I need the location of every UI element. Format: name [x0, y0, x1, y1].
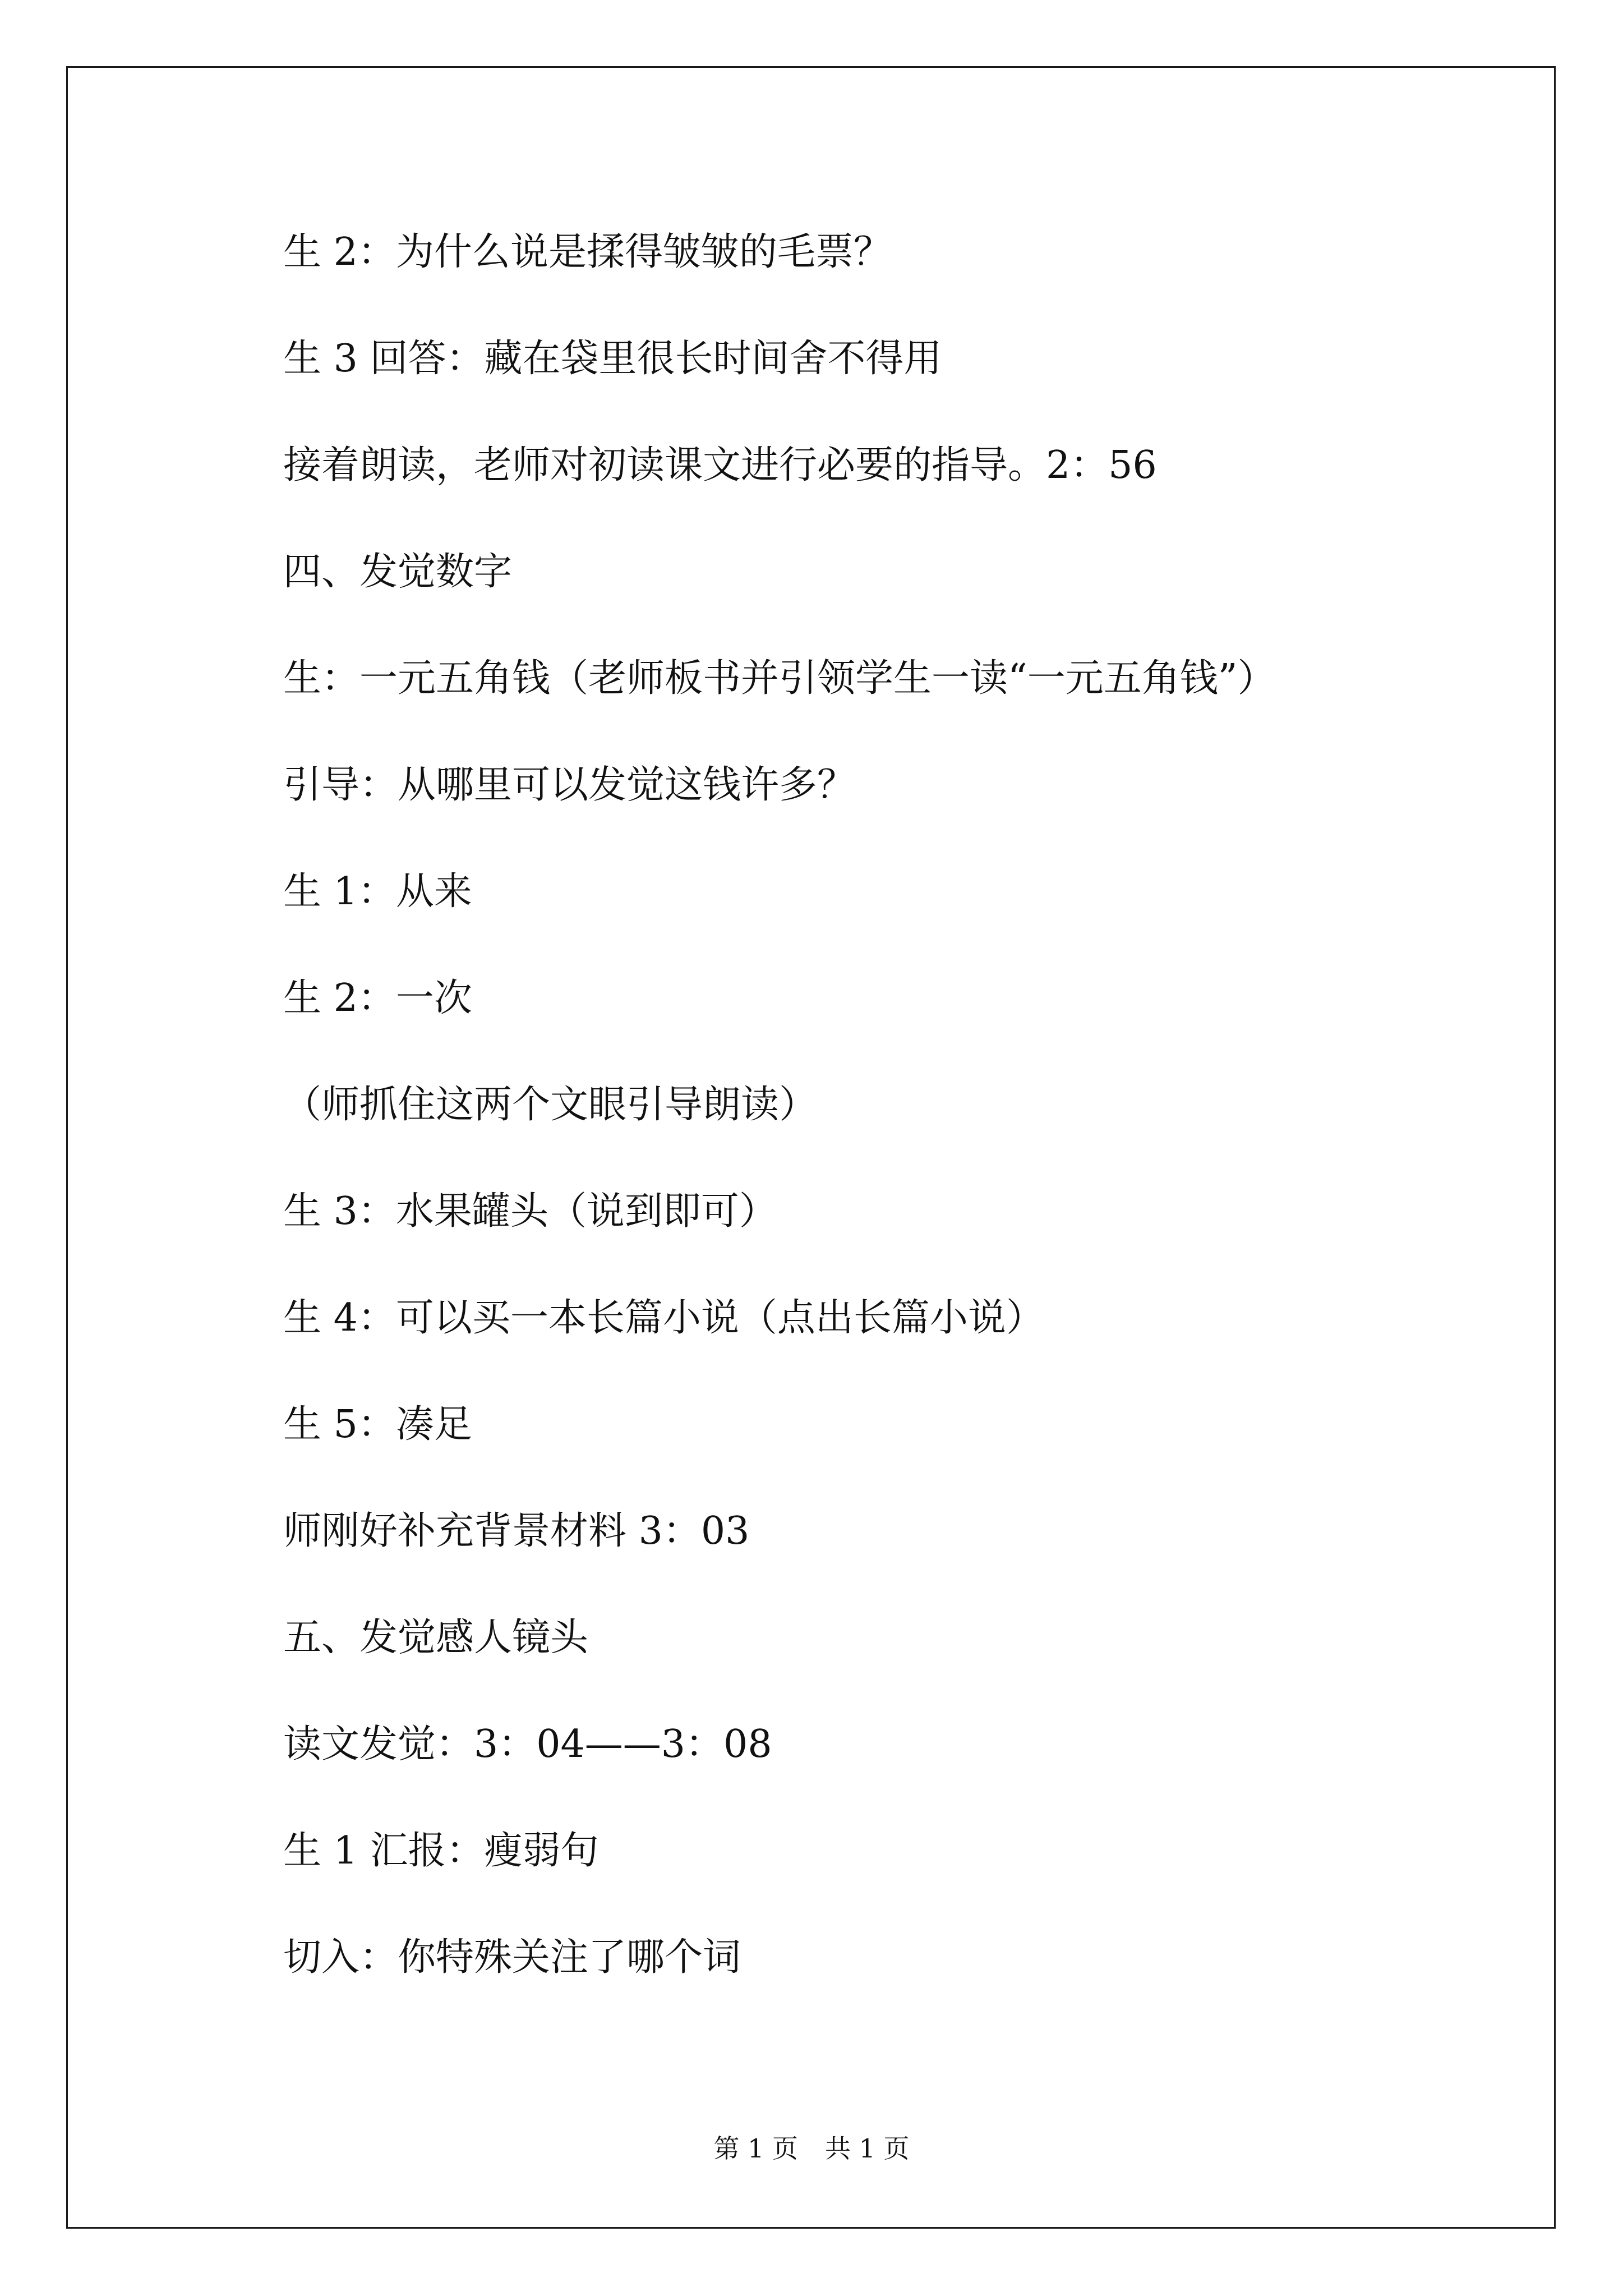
text-line: 师刚好补充背景材料 3：03 [283, 1509, 750, 1553]
document-body [283, 224, 1461, 2036]
text-line: 生 3 回答：藏在袋里很长时间舍不得用 [283, 337, 942, 381]
text-line: 生 4：可以买一本长篇小说（点出长篇小说） [283, 1296, 1044, 1340]
section-heading: 四、发觉数字 [283, 550, 513, 594]
section-heading: 五、发觉感人镜头 [283, 1616, 589, 1660]
text-line: 读文发觉：3：04——3：08 [283, 1722, 772, 1766]
text-line: 生 2：一次 [283, 976, 472, 1020]
text-line: 生 1：从来 [283, 869, 472, 914]
text-line: 生 1 汇报：瘦弱句 [283, 1829, 599, 1873]
text-line: 引导：从哪里可以发觉这钱许多？ [283, 763, 856, 807]
text-line: 生：一元五角钱（老师板书并引领学生一读“一元五角钱”） [283, 656, 1276, 701]
page-total: 共 1 页 [825, 2133, 910, 2164]
page-number: 第 1 页 [713, 2133, 798, 2164]
text-line: 生 5：凑足 [283, 1402, 472, 1447]
text-line: 生 2：为什么说是揉得皱皱的毛票？ [283, 230, 892, 274]
text-line: 切入：你特殊关注了哪个词 [283, 1935, 741, 1980]
text-line: 生 3：水果罐头（说到即可） [283, 1189, 777, 1234]
page-footer [0, 2132, 1623, 2165]
text-line: （师抓住这两个文眼引导朗读） [283, 1083, 818, 1127]
text-line: 接着朗读，老师对初读课文进行必要的指导。2：56 [283, 443, 1157, 487]
